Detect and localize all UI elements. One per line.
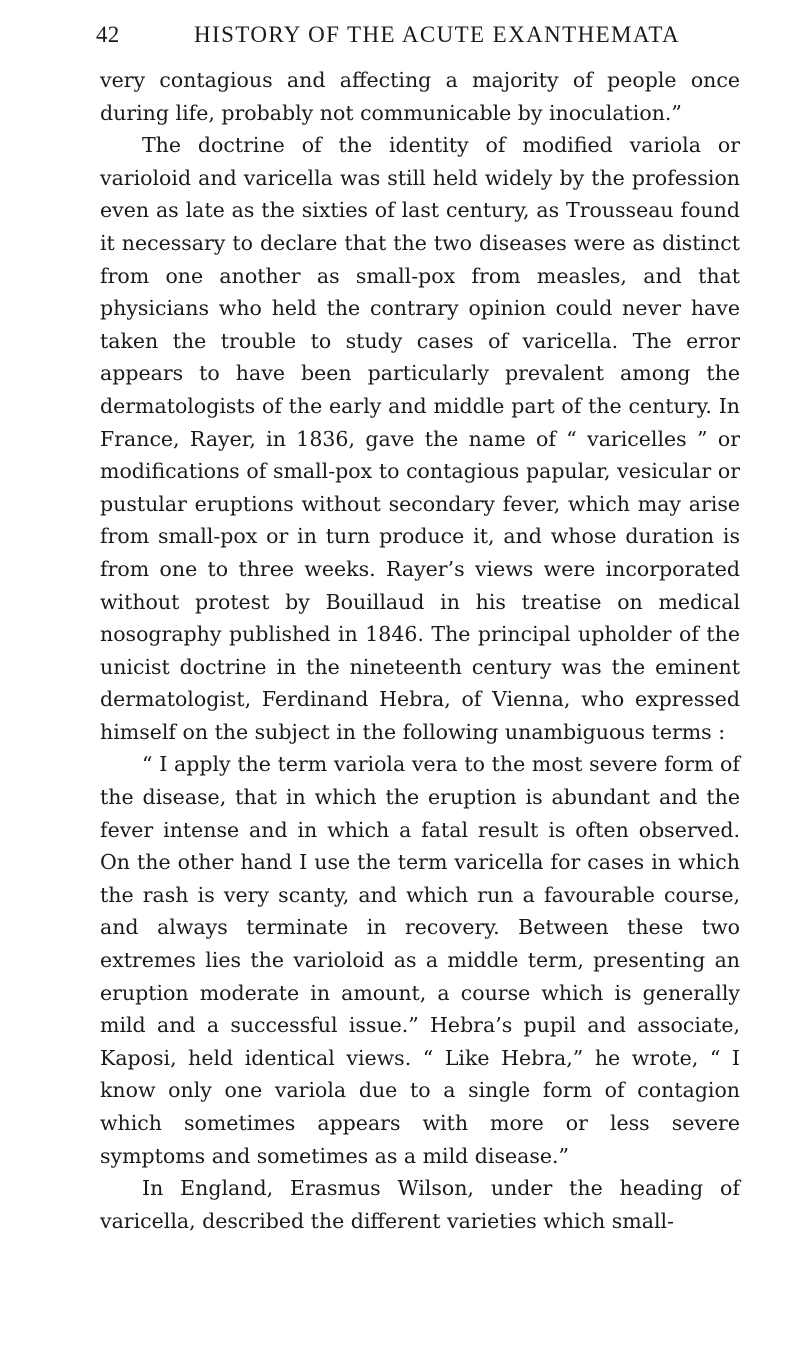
running-head: HISTORY OF THE ACUTE EXANTHEMATA [194,22,680,47]
page-number: 42 [96,22,120,47]
page-header [96,22,740,64]
paragraph-continuation: very contagious and affecting a majority of people once during life, probably not communicable by inoculation.” [100,68,740,125]
paragraph-doctrine: The doctrine of the identity of modified variola or varioloid and varicella was still held widely by the profession even as late as the sixties of last century, as Trousseau found it necessary to declare that the two diseases were as distinct from one another as small-pox from measles, and that physicians who held the contrary opinion could never have taken the trouble to study cases of varicella. The error appears to have been particularly prevalent among the dermatologists of the early and middle part of the century. In France, Rayer, in 1836, gave the name of “ varicelles ” or modifications of small-pox to contagious papular, vesicular or pustular eruptions without secondary fever, which may arise from small-pox or in turn produce it, and whose duration is from one to three weeks. Rayer’s views were incorporated without protest by Bouillaud in his treatise on medical nosography published in 1846. The principal upholder of the unicist doctrine in the nineteenth century was the eminent dermatologist, Ferdinand Hebra, of Vienna, who expressed himself on the subject in the following unambiguous terms : [100,133,740,744]
body-text [100,64,740,1237]
paragraph-hebra-quote: “ I apply the term variola vera to the most severe form of the disease, that in which the eruption is abundant and the fever intense and in which a fatal result is often observed. On the other hand I use the term varicella for cases in which the rash is very scanty, and which run a favourable course, and always terminate in recovery. Between these two extremes lies the varioloid as a middle term, presenting an eruption moderate in amount, a course which is generally mild and a successful issue.” Hebra’s pupil and associate, Kaposi, held identical views. “ Like Hebra,” he wrote, “ I know only one variola due to a single form of contagion which sometimes appears with more or less severe symptoms and sometimes as a mild disease.” [100,752,740,1168]
book-page [96,22,740,1237]
paragraph-england: In England, Erasmus Wilson, under the heading of varicella, described the different varieties which small- [100,1176,740,1233]
